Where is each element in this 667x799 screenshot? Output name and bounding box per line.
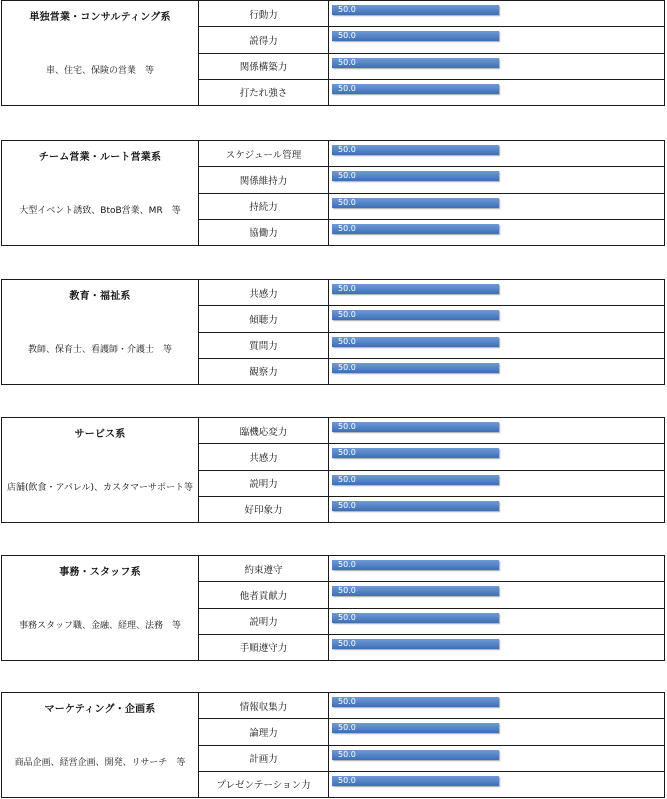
score-bar xyxy=(332,750,499,760)
score-bar xyxy=(332,448,499,458)
skill-row xyxy=(199,167,665,193)
skill-list xyxy=(199,693,665,797)
skill-row xyxy=(199,609,665,635)
score-label: 50.0 xyxy=(338,474,356,484)
score-bar xyxy=(332,613,499,623)
score-label: 50.0 xyxy=(338,5,356,14)
category-examples: 教師、保育士、看護師・介護士 等 xyxy=(27,345,172,355)
skill-name: 観察力 xyxy=(199,359,329,384)
category-examples: 店舗(飲食・アパレル)、カスタマーサポート等 xyxy=(6,483,194,493)
skill-name: スケジュール管理 xyxy=(199,141,329,166)
skill-row xyxy=(199,772,665,797)
score-label: 50.0 xyxy=(338,638,356,648)
skill-name: 説明力 xyxy=(199,609,329,634)
skill-name: 質問力 xyxy=(199,333,329,358)
score-bar xyxy=(332,198,499,208)
score-label: 50.0 xyxy=(338,697,356,706)
skill-row xyxy=(199,306,665,332)
category-group xyxy=(1,417,665,523)
score-label: 50.0 xyxy=(338,612,356,622)
skill-name: 関係維持力 xyxy=(199,167,329,192)
score-bar xyxy=(332,145,499,155)
score-label: 50.0 xyxy=(338,171,356,181)
score-bar xyxy=(332,31,499,41)
category-title: サービス系 xyxy=(74,429,126,440)
skill-row xyxy=(199,497,665,522)
category-title: 教育・福祉系 xyxy=(69,291,131,302)
category-title: チーム営業・ルート営業系 xyxy=(38,152,162,163)
skill-name: プレゼンテーション力 xyxy=(199,772,329,797)
score-label: 50.0 xyxy=(338,422,356,431)
category-group xyxy=(1,140,665,246)
skill-score-cell xyxy=(330,333,665,358)
category-group xyxy=(1,279,665,385)
skill-name: 協働力 xyxy=(199,220,329,245)
skill-score-cell xyxy=(330,27,665,52)
score-label: 50.0 xyxy=(338,57,356,67)
skill-list xyxy=(199,418,665,522)
category-cell xyxy=(1,693,199,797)
score-label: 50.0 xyxy=(338,145,356,154)
skill-score-cell xyxy=(330,582,665,607)
score-bar xyxy=(332,84,499,94)
category-group xyxy=(1,0,665,106)
score-bar xyxy=(332,337,499,347)
skill-row xyxy=(199,359,665,384)
skill-score-cell xyxy=(330,141,665,166)
skill-score-cell xyxy=(330,444,665,469)
score-label: 50.0 xyxy=(338,448,356,458)
category-group xyxy=(1,692,665,798)
skill-score-cell xyxy=(330,719,665,744)
skill-score-cell xyxy=(330,609,665,634)
skill-score-cell xyxy=(330,167,665,192)
skill-score-cell xyxy=(330,772,665,797)
category-examples: 大型イベント誘致、BtoB営業、MR 等 xyxy=(19,206,181,216)
category-group xyxy=(1,555,665,661)
skill-name: 共感力 xyxy=(199,444,329,469)
score-label: 50.0 xyxy=(338,197,356,207)
skill-row xyxy=(199,194,665,220)
skill-name: 打たれ強さ xyxy=(199,80,329,105)
category-cell xyxy=(1,280,199,384)
score-bar xyxy=(332,284,499,294)
skill-row xyxy=(199,418,665,444)
score-bar xyxy=(332,475,499,485)
category-cell xyxy=(1,141,199,245)
skill-row xyxy=(199,556,665,582)
skill-row xyxy=(199,444,665,470)
skill-row xyxy=(199,471,665,497)
skill-row xyxy=(199,141,665,167)
score-label: 50.0 xyxy=(338,775,356,785)
category-title: マーケティング・企画系 xyxy=(44,704,156,715)
category-title: 事務・スタッフ系 xyxy=(59,567,141,578)
skill-score-cell xyxy=(330,693,665,718)
skill-name: 計画力 xyxy=(199,746,329,771)
skill-name: 約束遵守 xyxy=(199,556,329,581)
skill-row xyxy=(199,719,665,745)
skill-list xyxy=(199,141,665,245)
skill-row xyxy=(199,54,665,80)
skill-row xyxy=(199,27,665,53)
score-bar xyxy=(332,363,499,373)
score-label: 50.0 xyxy=(338,31,356,41)
score-bar xyxy=(332,501,499,511)
skill-score-cell xyxy=(330,471,665,496)
skill-name: 他者貢献力 xyxy=(199,582,329,607)
skill-row xyxy=(199,693,665,719)
score-label: 50.0 xyxy=(338,284,356,293)
skill-name: 説明力 xyxy=(199,471,329,496)
skill-score-cell xyxy=(330,280,665,305)
score-label: 50.0 xyxy=(338,749,356,759)
skill-score-cell xyxy=(330,54,665,79)
skill-score-cell xyxy=(330,746,665,771)
skill-score-cell xyxy=(330,497,665,522)
category-examples: 事務スタッフ職、金融、経理、法務 等 xyxy=(18,621,181,631)
skill-name: 共感力 xyxy=(199,280,329,305)
score-label: 50.0 xyxy=(338,500,356,510)
score-bar xyxy=(332,224,499,234)
skill-score-cell xyxy=(330,635,665,660)
skill-name: 情報収集力 xyxy=(199,693,329,718)
skill-name: 論理力 xyxy=(199,719,329,744)
skill-row xyxy=(199,220,665,245)
score-label: 50.0 xyxy=(338,362,356,372)
skill-row xyxy=(199,333,665,359)
skill-row xyxy=(199,280,665,306)
category-examples: 車、住宅、保険の営業 等 xyxy=(45,66,154,76)
score-bar xyxy=(332,310,499,320)
skill-score-cell xyxy=(330,418,665,443)
score-bar xyxy=(332,171,499,181)
score-bar xyxy=(332,422,499,432)
score-label: 50.0 xyxy=(338,586,356,596)
skill-name: 手順遵守力 xyxy=(199,635,329,660)
skill-list xyxy=(199,1,665,105)
score-bar xyxy=(332,58,499,68)
skill-name: 持続力 xyxy=(199,194,329,219)
score-label: 50.0 xyxy=(338,310,356,320)
score-bar xyxy=(332,586,499,596)
skill-name: 関係構築力 xyxy=(199,54,329,79)
score-label: 50.0 xyxy=(338,560,356,569)
skill-name: 臨機応変力 xyxy=(199,418,329,443)
category-cell xyxy=(1,418,199,522)
skill-score-cell xyxy=(330,80,665,105)
category-examples: 商品企画、経営企画、開発、リサーチ 等 xyxy=(14,758,186,768)
score-bar xyxy=(332,723,499,733)
category-cell xyxy=(1,1,199,105)
skill-row xyxy=(199,1,665,27)
score-bar xyxy=(332,560,499,570)
score-bar xyxy=(332,639,499,649)
score-bar xyxy=(332,776,499,786)
skill-row xyxy=(199,80,665,105)
skill-score-cell xyxy=(330,306,665,331)
category-cell xyxy=(1,556,199,660)
skill-name: 好印象力 xyxy=(199,497,329,522)
category-title: 単独営業・コンサルティング系 xyxy=(29,12,171,23)
score-label: 50.0 xyxy=(338,83,356,93)
skill-score-cell xyxy=(330,359,665,384)
skill-list xyxy=(199,280,665,384)
skill-score-cell xyxy=(330,556,665,581)
score-label: 50.0 xyxy=(338,723,356,733)
score-bar xyxy=(332,697,499,707)
skill-score-cell xyxy=(330,1,665,26)
skill-row xyxy=(199,582,665,608)
skill-name: 傾聴力 xyxy=(199,306,329,331)
score-label: 50.0 xyxy=(338,223,356,233)
score-bar xyxy=(332,5,499,15)
skill-list xyxy=(199,556,665,660)
skill-row xyxy=(199,746,665,772)
skill-name: 行動力 xyxy=(199,1,329,26)
score-label: 50.0 xyxy=(338,336,356,346)
skill-row xyxy=(199,635,665,660)
skill-score-cell xyxy=(330,220,665,245)
skill-score-cell xyxy=(330,194,665,219)
skill-name: 説得力 xyxy=(199,27,329,52)
